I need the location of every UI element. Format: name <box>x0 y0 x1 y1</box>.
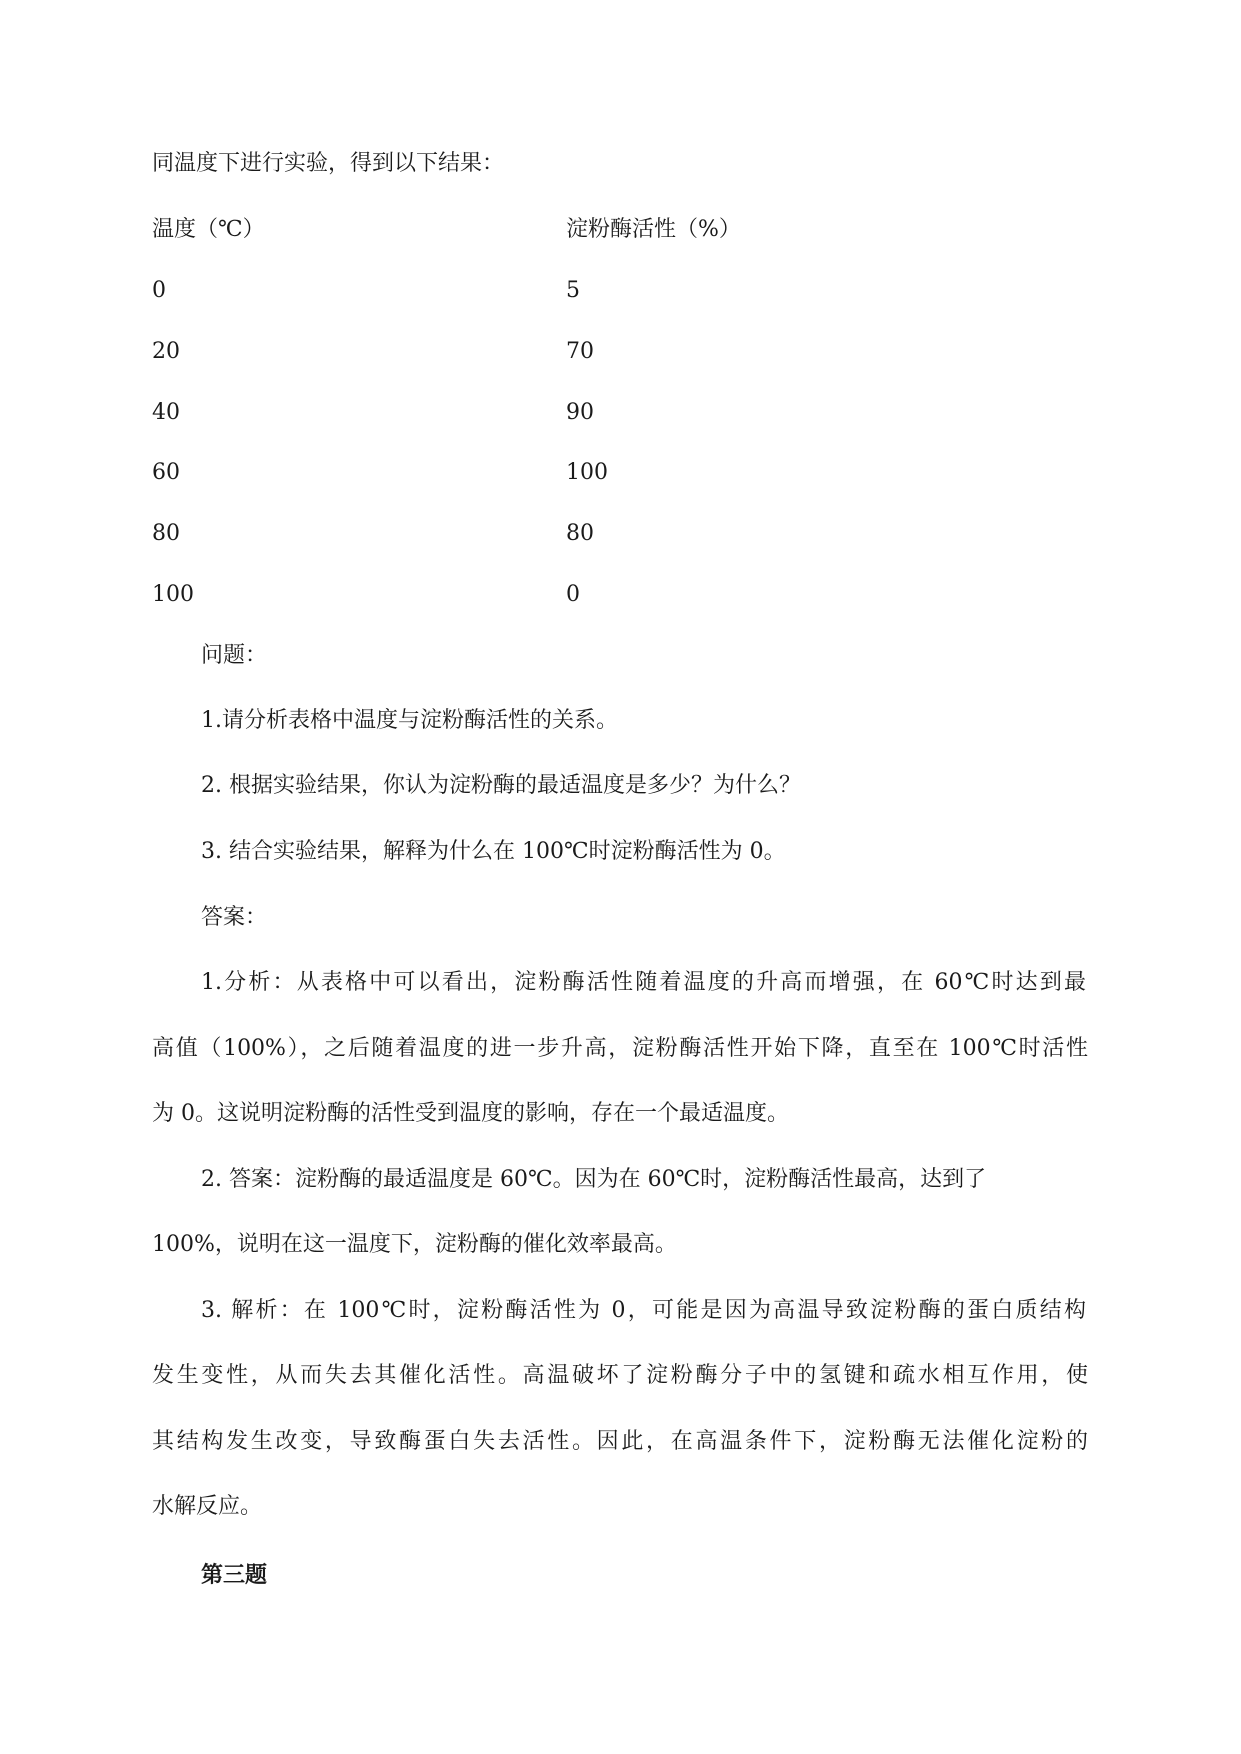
answer-2-line: 100%，说明在这一温度下，淀粉酶的催化效率最高。 <box>152 1232 677 1257</box>
question-item: 2. 根据实验结果，你认为淀粉酶的最适温度是多少？为什么？ <box>201 773 801 798</box>
answer-3-line: 水解反应。 <box>152 1494 263 1519</box>
table-cell-temperature: 0 <box>152 278 166 303</box>
answer-1-line: 为 0。这说明淀粉酶的活性受到温度的影响，存在一个最适温度。 <box>152 1101 789 1126</box>
table-cell-temperature: 60 <box>152 460 180 485</box>
table-cell-activity: 5 <box>566 278 580 303</box>
answer-3-line: 发生变性，从而失去其催化活性。高温破坏了淀粉酶分子中的氢键和疏水相互作用，使 <box>152 1363 1088 1388</box>
table-header-temperature: 温度（℃） <box>152 217 265 242</box>
table-cell-activity: 100 <box>566 460 608 485</box>
table-cell-activity: 0 <box>566 582 580 607</box>
table-cell-activity: 80 <box>566 521 594 546</box>
question-item: 3. 结合实验结果，解释为什么在 100℃时淀粉酶活性为 0。 <box>201 839 786 864</box>
table-cell-temperature: 40 <box>152 400 180 425</box>
answer-3-line: 其结构发生改变，导致酶蛋白失去活性。因此，在高温条件下，淀粉酶无法催化淀粉的 <box>152 1429 1088 1454</box>
table-cell-temperature: 20 <box>152 339 180 364</box>
answer-3-line: 3. 解析：在 100℃时，淀粉酶活性为 0，可能是因为高温导致淀粉酶的蛋白质结构 <box>201 1298 1086 1323</box>
questions-heading: 问题： <box>201 643 268 668</box>
table-cell-activity: 90 <box>566 400 594 425</box>
table-cell-activity: 70 <box>566 339 594 364</box>
intro-text: 同温度下进行实验，得到以下结果： <box>152 151 505 176</box>
answer-1-line: 高值（100%），之后随着温度的进一步升高，淀粉酶活性开始下降，直至在 100℃时活性 <box>152 1036 1088 1061</box>
section-heading: 第三题 <box>201 1562 268 1588</box>
answer-2-line: 2. 答案：淀粉酶的最适温度是 60℃。因为在 60℃时，淀粉酶活性最高，达到了 <box>201 1167 987 1192</box>
table-cell-temperature: 80 <box>152 521 180 546</box>
table-cell-temperature: 100 <box>152 582 194 607</box>
question-item: 1.请分析表格中温度与淀粉酶活性的关系。 <box>201 708 618 733</box>
table-header-activity: 淀粉酶活性（%） <box>566 217 741 242</box>
answers-heading: 答案： <box>201 905 268 930</box>
answer-1-line: 1.分析：从表格中可以看出，淀粉酶活性随着温度的升高而增强，在 60℃时达到最 <box>201 970 1086 995</box>
